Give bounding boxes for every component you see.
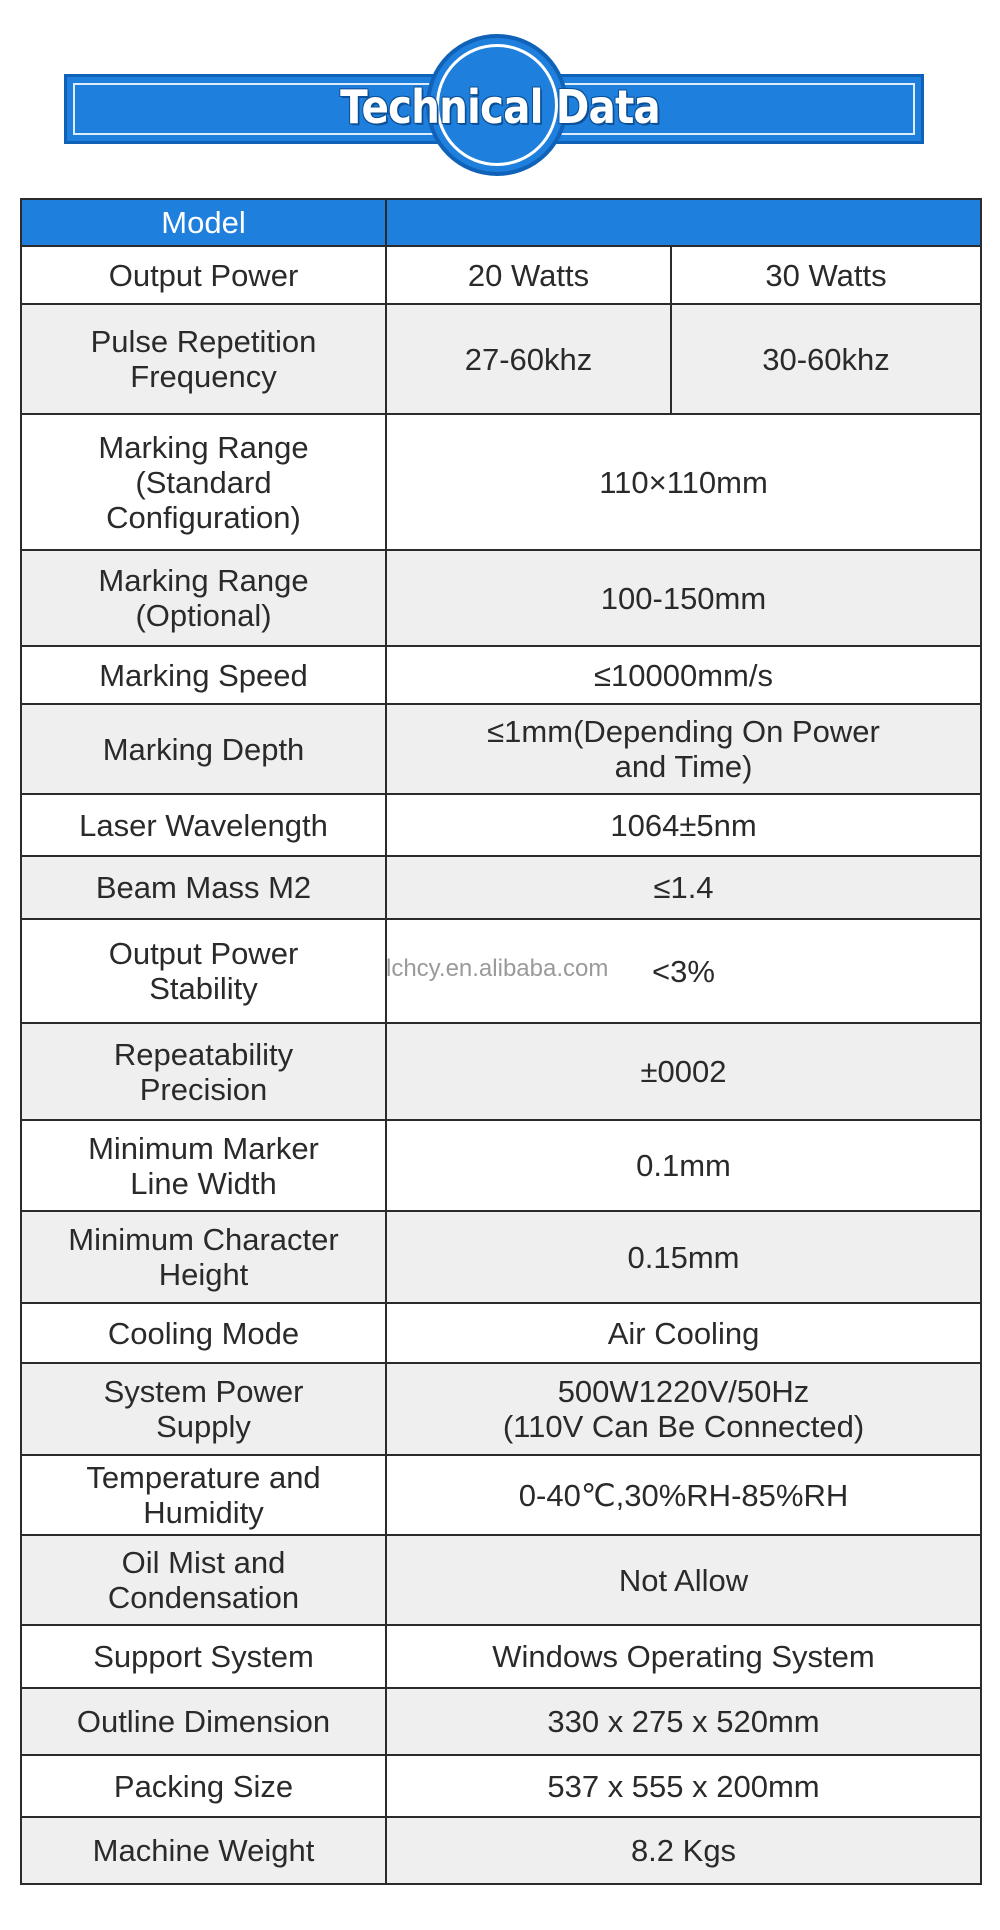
row-value: 100-150mm xyxy=(386,550,981,646)
row-value: Windows Operating System xyxy=(386,1625,981,1688)
model-label: Model xyxy=(21,199,386,246)
table-row xyxy=(21,1625,981,1688)
row-label: Minimum Character Height xyxy=(21,1211,386,1303)
table-header-row xyxy=(21,199,981,246)
row-label: Cooling Mode xyxy=(21,1303,386,1363)
row-label: Marking Range (Optional) xyxy=(21,550,386,646)
row-value: 0-40℃,30%RH-85%RH xyxy=(386,1455,981,1535)
row-label: Temperature and Humidity xyxy=(21,1455,386,1535)
row-label: Minimum Marker Line Width xyxy=(21,1120,386,1211)
row-value: 110×110mm xyxy=(386,414,981,550)
row-value: Air Cooling xyxy=(386,1303,981,1363)
table-row xyxy=(21,646,981,704)
row-value: ±0002 xyxy=(386,1023,981,1120)
row-label: Outline Dimension xyxy=(21,1688,386,1755)
table-row xyxy=(21,550,981,646)
page-title: Technical Data xyxy=(340,80,660,134)
row-label: Repeatability Precision xyxy=(21,1023,386,1120)
row-label: Machine Weight xyxy=(21,1817,386,1884)
table-row xyxy=(21,1455,981,1535)
row-label: Marking Depth xyxy=(21,704,386,794)
table-row xyxy=(21,704,981,794)
row-value: 30-60khz xyxy=(671,304,981,414)
table-row xyxy=(21,304,981,414)
row-value: 537 x 555 x 200mm xyxy=(386,1755,981,1817)
row-value: ≤1.4 xyxy=(386,856,981,919)
row-value: 1064±5nm xyxy=(386,794,981,856)
row-value: 330 x 275 x 520mm xyxy=(386,1688,981,1755)
table-row xyxy=(21,1535,981,1625)
row-label: Output Power xyxy=(21,246,386,304)
row-label: Support System xyxy=(21,1625,386,1688)
row-label: Packing Size xyxy=(21,1755,386,1817)
table-row xyxy=(21,1817,981,1884)
table-row xyxy=(21,1688,981,1755)
row-value: 20 Watts xyxy=(386,246,671,304)
model-value xyxy=(386,199,981,246)
row-value: <3% xyxy=(386,919,981,1023)
watermark: lchcy.en.alibaba.com xyxy=(386,955,609,982)
row-value: Not Allow xyxy=(386,1535,981,1625)
row-label: Marking Speed xyxy=(21,646,386,704)
technical-data-table xyxy=(20,198,982,1885)
row-value: ≤1mm(Depending On Power and Time) xyxy=(386,704,981,794)
table-row xyxy=(21,1755,981,1817)
row-label: Marking Range (Standard Configuration) xyxy=(21,414,386,550)
row-label: Laser Wavelength xyxy=(21,794,386,856)
table-row xyxy=(21,1120,981,1211)
table-row xyxy=(21,414,981,550)
row-value: 8.2 Kgs xyxy=(386,1817,981,1884)
row-label: Oil Mist and Condensation xyxy=(21,1535,386,1625)
row-value: ≤10000mm/s xyxy=(386,646,981,704)
table-row xyxy=(21,1363,981,1455)
row-label: Beam Mass M2 xyxy=(21,856,386,919)
table-row xyxy=(21,794,981,856)
row-label: Pulse Repetition Frequency xyxy=(21,304,386,414)
table-row xyxy=(21,1211,981,1303)
row-label: Output Power Stability xyxy=(21,919,386,1023)
row-value: 27-60khz xyxy=(386,304,671,414)
row-value: 0.1mm xyxy=(386,1120,981,1211)
table-row xyxy=(21,856,981,919)
row-value: 500W1220V/50Hz (110V Can Be Connected) xyxy=(386,1363,981,1455)
row-label: System Power Supply xyxy=(21,1363,386,1455)
table-row xyxy=(21,1023,981,1120)
row-value: 0.15mm xyxy=(386,1211,981,1303)
row-value: 30 Watts xyxy=(671,246,981,304)
table-row xyxy=(21,1303,981,1363)
table-row xyxy=(21,246,981,304)
